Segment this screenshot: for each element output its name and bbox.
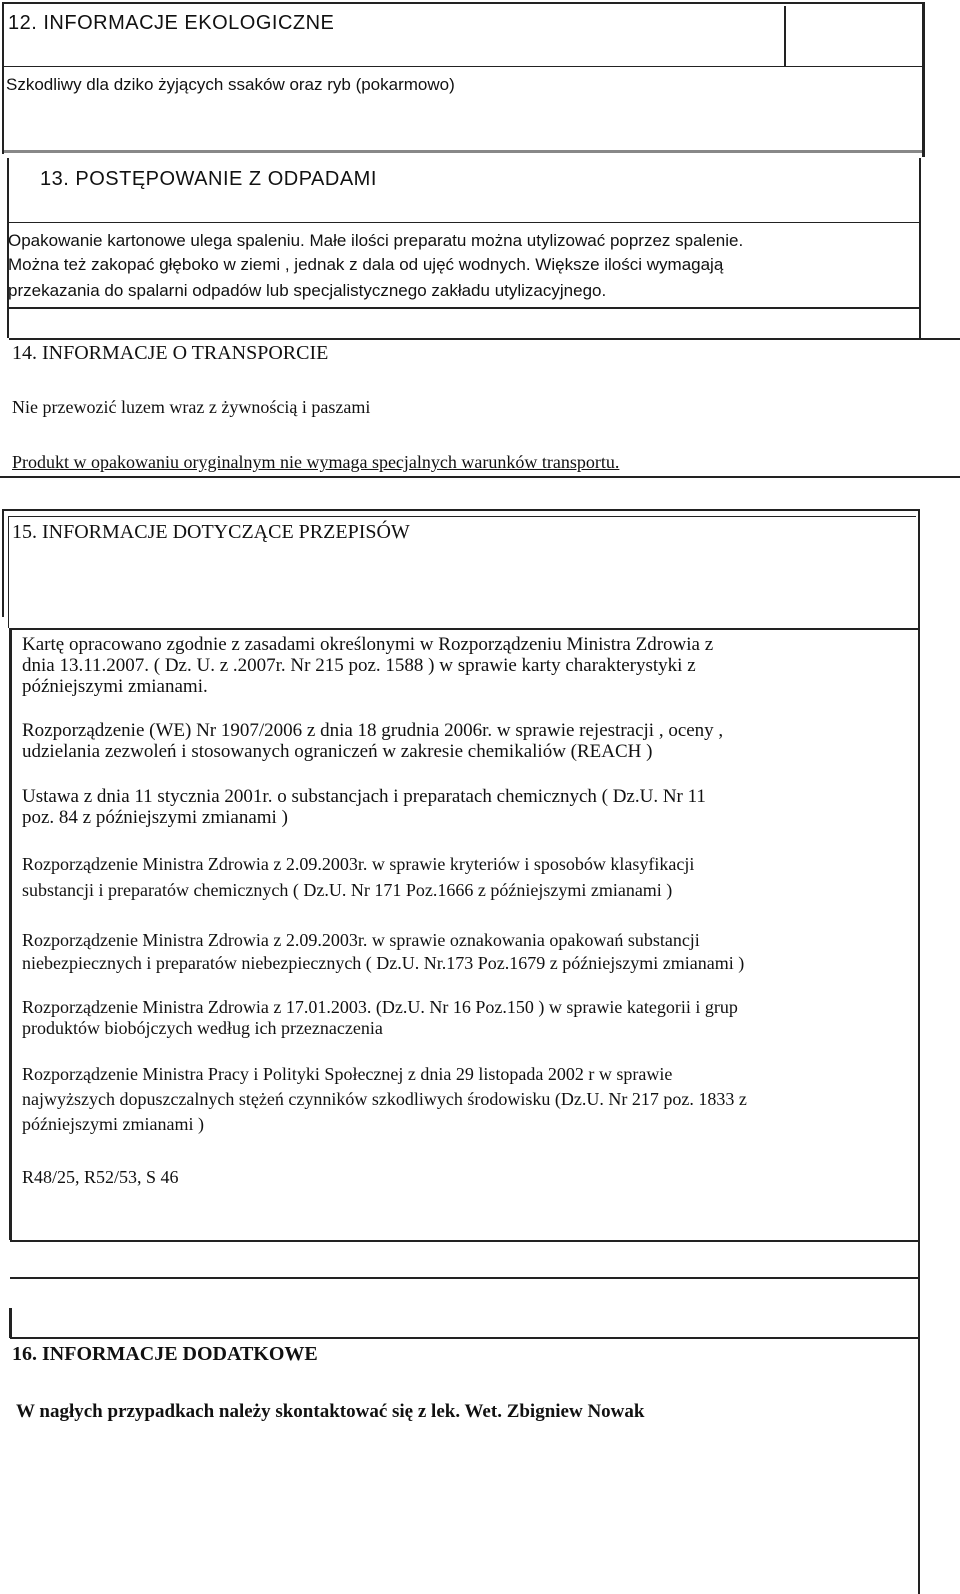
section-15-line: R48/25, R52/53, S 46 [22, 1167, 179, 1187]
section-15-line: późniejszymi zmianami. [22, 676, 208, 697]
section-15-line: udzielania zezwoleń i stosowanych ograniczeń w zakresie chemikaliów (REACH ) [22, 741, 653, 762]
section-13-heading: 13. POSTĘPOWANIE Z ODPADAMI [40, 168, 377, 190]
section-13-line: Można też zakopać głęboko w ziemi , jednak z dala od ujęć wodnych. Większe ilości wymagają [8, 255, 724, 274]
section-15-line: Kartę opracowano zgodnie z zasadami określonymi w Rozporządzeniu Ministra Zdrowia z [22, 634, 714, 655]
section-15-line: poz. 84 z późniejszymi zmianami ) [22, 807, 288, 828]
section-15-line: Rozporządzenie Ministra Zdrowia z 2.09.2003r. w sprawie oznakowania opakowań substancji [22, 930, 700, 950]
section-15-heading: 15. INFORMACJE DOTYCZĄCE PRZEPISÓW [12, 521, 410, 543]
rule [2, 509, 4, 617]
section-12-heading: 12. INFORMACJE EKOLOGICZNE [8, 12, 335, 34]
section-15-line: późniejszymi zmianami ) [22, 1114, 204, 1134]
section-15-line: niebezpiecznych i preparatów niebezpiecznych ( Dz.U. Nr.173 Poz.1679 z późniejszymi zmianami ) [22, 953, 745, 973]
section-15-line: Rozporządzenie Ministra Zdrowia z 17.01.2003. (Dz.U. Nr 16 Poz.150 ) w sprawie kategorii i grup [22, 997, 738, 1017]
section-14-heading: 14. INFORMACJE O TRANSPORCIE [12, 342, 329, 364]
section-15-line: dnia 13.11.2007. ( Dz. U. z .2007r. Nr 215 poz. 1588 ) w sprawie karty charakterystyki z [22, 655, 696, 676]
section-15-line: Rozporządzenie (WE) Nr 1907/2006 z dnia 18 grudnia 2006r. w sprawie rejestracji , oceny , [22, 720, 724, 741]
section-16-text: W nagłych przypadkach należy skontaktować się z lek. Wet. Zbigniew Nowak [16, 1401, 645, 1422]
rule [9, 338, 960, 340]
rule [919, 158, 921, 338]
rule [8, 516, 916, 517]
section-15-line: produktów biobójczych według ich przeznaczenia [22, 1018, 383, 1038]
section-15-line: Rozporządzenie Ministra Zdrowia z 2.09.2003r. w sprawie kryteriów i sposobów klasyfikacji [22, 854, 695, 874]
section-15-line: Ustawa z dnia 11 stycznia 2001r. o substancjach i preparatach chemicznych ( Dz.U. Nr 11 [22, 786, 706, 807]
rule [10, 1240, 918, 1242]
rule [4, 150, 922, 153]
rule [2, 509, 920, 511]
section-15-line: Rozporządzenie Ministra Pracy i Polityki Społecznej z dnia 29 listopada 2002 r w sprawie [22, 1064, 673, 1084]
section-15-line: substancji i preparatów chemicznych ( Dz.U. Nr 171 Poz.1666 z późniejszymi zmianami ) [22, 880, 673, 900]
section-13-line: przekazania do spalarni odpadów lub specjalistycznego zakładu utylizacyjnego. [8, 281, 607, 300]
section-14-text: Produkt w opakowaniu oryginalnym nie wymaga specjalnych warunków transportu. [12, 452, 620, 472]
rule [918, 509, 920, 1594]
rule [10, 1277, 918, 1279]
section-14-text: Nie przewozić luzem wraz z żywnością i paszami [12, 397, 371, 417]
rule [10, 1337, 918, 1339]
rule [2, 2, 924, 4]
rule [9, 628, 12, 1240]
rule [7, 222, 921, 223]
rule [0, 476, 960, 478]
section-12-text: Szkodliwy dla dziko żyjących ssaków oraz ryb (pokarmowo) [6, 75, 455, 94]
section-13-line: Opakowanie kartonowe ulega spaleniu. Małe ilości preparatu można utylizować poprzez spalenie. [8, 231, 744, 250]
rule [784, 6, 786, 66]
rule [2, 2, 4, 154]
rule [8, 516, 9, 628]
section-16-heading: 16. INFORMACJE DODATKOWE [12, 1343, 318, 1365]
rule [9, 1308, 12, 1338]
rule [922, 2, 925, 157]
section-15-line: najwyższych dopuszczalnych stężeń czynników szkodliwych środowisku (Dz.U. Nr 217 poz. 1833 z [22, 1089, 747, 1109]
rule [4, 66, 922, 67]
rule [10, 628, 918, 630]
rule [7, 307, 921, 309]
